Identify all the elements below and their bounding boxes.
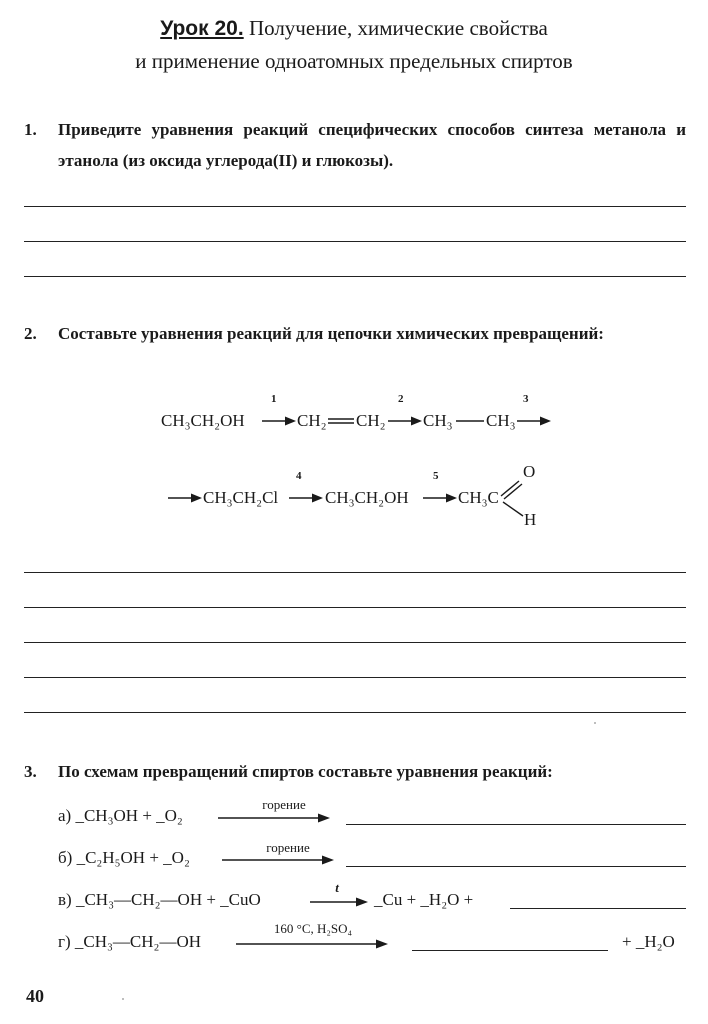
reaction-b-condition: горение <box>266 840 310 855</box>
reaction-c-reagents: _CH₃—CH₂—OH + _CuO <box>75 890 261 909</box>
answer-line[interactable] <box>346 866 686 867</box>
scan-speck <box>594 722 596 724</box>
formula-ethanol-2: CH₃CH₂OH <box>325 488 409 507</box>
step-number-4: 4 <box>296 470 302 482</box>
formula-acetaldehyde: CH₃C <box>458 488 499 507</box>
formula-ethylene-left: CH₂ <box>297 411 327 430</box>
step-number-3: 3 <box>523 393 529 405</box>
reaction-a <box>58 806 183 826</box>
arrow-right-icon <box>222 854 334 866</box>
answer-line[interactable] <box>24 642 686 643</box>
reaction-c-label: в) <box>58 890 72 909</box>
reaction-a-label: а) <box>58 806 72 825</box>
formula-ethanol: CH₃CH₂OH <box>161 411 245 430</box>
aldehyde-hydrogen: H <box>524 510 537 529</box>
reaction-a-condition: горение <box>262 797 306 812</box>
arrow-right-icon <box>218 812 330 824</box>
q3-number: 3. <box>24 762 37 781</box>
answer-line[interactable] <box>346 824 686 825</box>
page-title-line1 <box>0 14 708 43</box>
aldehyde-oxygen: O <box>523 462 536 481</box>
reaction-c-condition: t <box>335 880 339 895</box>
answer-line[interactable] <box>412 950 608 951</box>
title-text-line1: Получение, химические свойства <box>248 16 548 40</box>
reaction-d <box>58 932 201 952</box>
formula-chloroethane: CH₃CH₂Cl <box>203 488 279 507</box>
arrow-right-icon <box>310 896 368 908</box>
q1-text: Приведите уравнения реакций специфических способов синтеза метанола и этанола (из оксида углерода(II) и глюкозы). <box>58 120 686 170</box>
reaction-d-reagents: _CH₃—CH₂—OH <box>74 932 202 951</box>
arrow-right-icon <box>236 938 388 950</box>
q1-number: 1. <box>24 120 37 139</box>
formula-ethane-right: CH₃ <box>486 411 516 430</box>
answer-line[interactable] <box>24 206 686 207</box>
reaction-a-reagents: _CH₃OH + _O₂ <box>75 806 183 825</box>
lesson-label: Урок 20. <box>160 17 244 40</box>
answer-line[interactable] <box>24 712 686 713</box>
double-bond-icon <box>327 415 355 427</box>
reaction-d-label: г) <box>58 932 71 951</box>
reaction-b <box>58 848 190 868</box>
single-bond-icon <box>455 415 485 427</box>
scan-speck <box>122 998 124 1000</box>
q2-text: Составьте уравнения реакций для цепочки химических превращений: <box>58 324 604 343</box>
arrow-right-icon <box>388 415 422 427</box>
answer-line[interactable] <box>510 908 686 909</box>
reaction-b-label: б) <box>58 848 73 867</box>
page-number: 40 <box>26 986 44 1006</box>
q3-text: По схемам превращений спиртов составьте уравнения реакций: <box>58 762 553 781</box>
q2-number: 2. <box>24 324 37 343</box>
answer-line[interactable] <box>24 276 686 277</box>
reaction-d-products: + _H₂O <box>622 932 675 951</box>
answer-line[interactable] <box>24 241 686 242</box>
step-number-5: 5 <box>433 470 439 482</box>
answer-line[interactable] <box>24 677 686 678</box>
arrow-right-icon <box>168 492 202 504</box>
answer-line[interactable] <box>24 607 686 608</box>
arrow-right-icon <box>423 492 457 504</box>
step-number-2: 2 <box>398 393 404 405</box>
answer-line[interactable] <box>24 572 686 573</box>
arrow-right-icon <box>517 415 551 427</box>
reaction-c <box>58 890 261 910</box>
arrow-right-icon <box>289 492 323 504</box>
arrow-right-icon <box>262 415 296 427</box>
reaction-d-condition: 160 °C, H₂SO₄ <box>273 921 353 936</box>
reaction-b-reagents: _C₂H₅OH + _O₂ <box>76 848 190 867</box>
reaction-c-products: _Cu + _H₂O + <box>374 890 474 909</box>
step-number-1: 1 <box>271 393 277 405</box>
page-title-line2: и применение одноатомных предельных спиртов <box>135 49 573 73</box>
formula-ethane-left: CH₃ <box>423 411 453 430</box>
formula-ethylene-right: CH₂ <box>356 411 386 430</box>
